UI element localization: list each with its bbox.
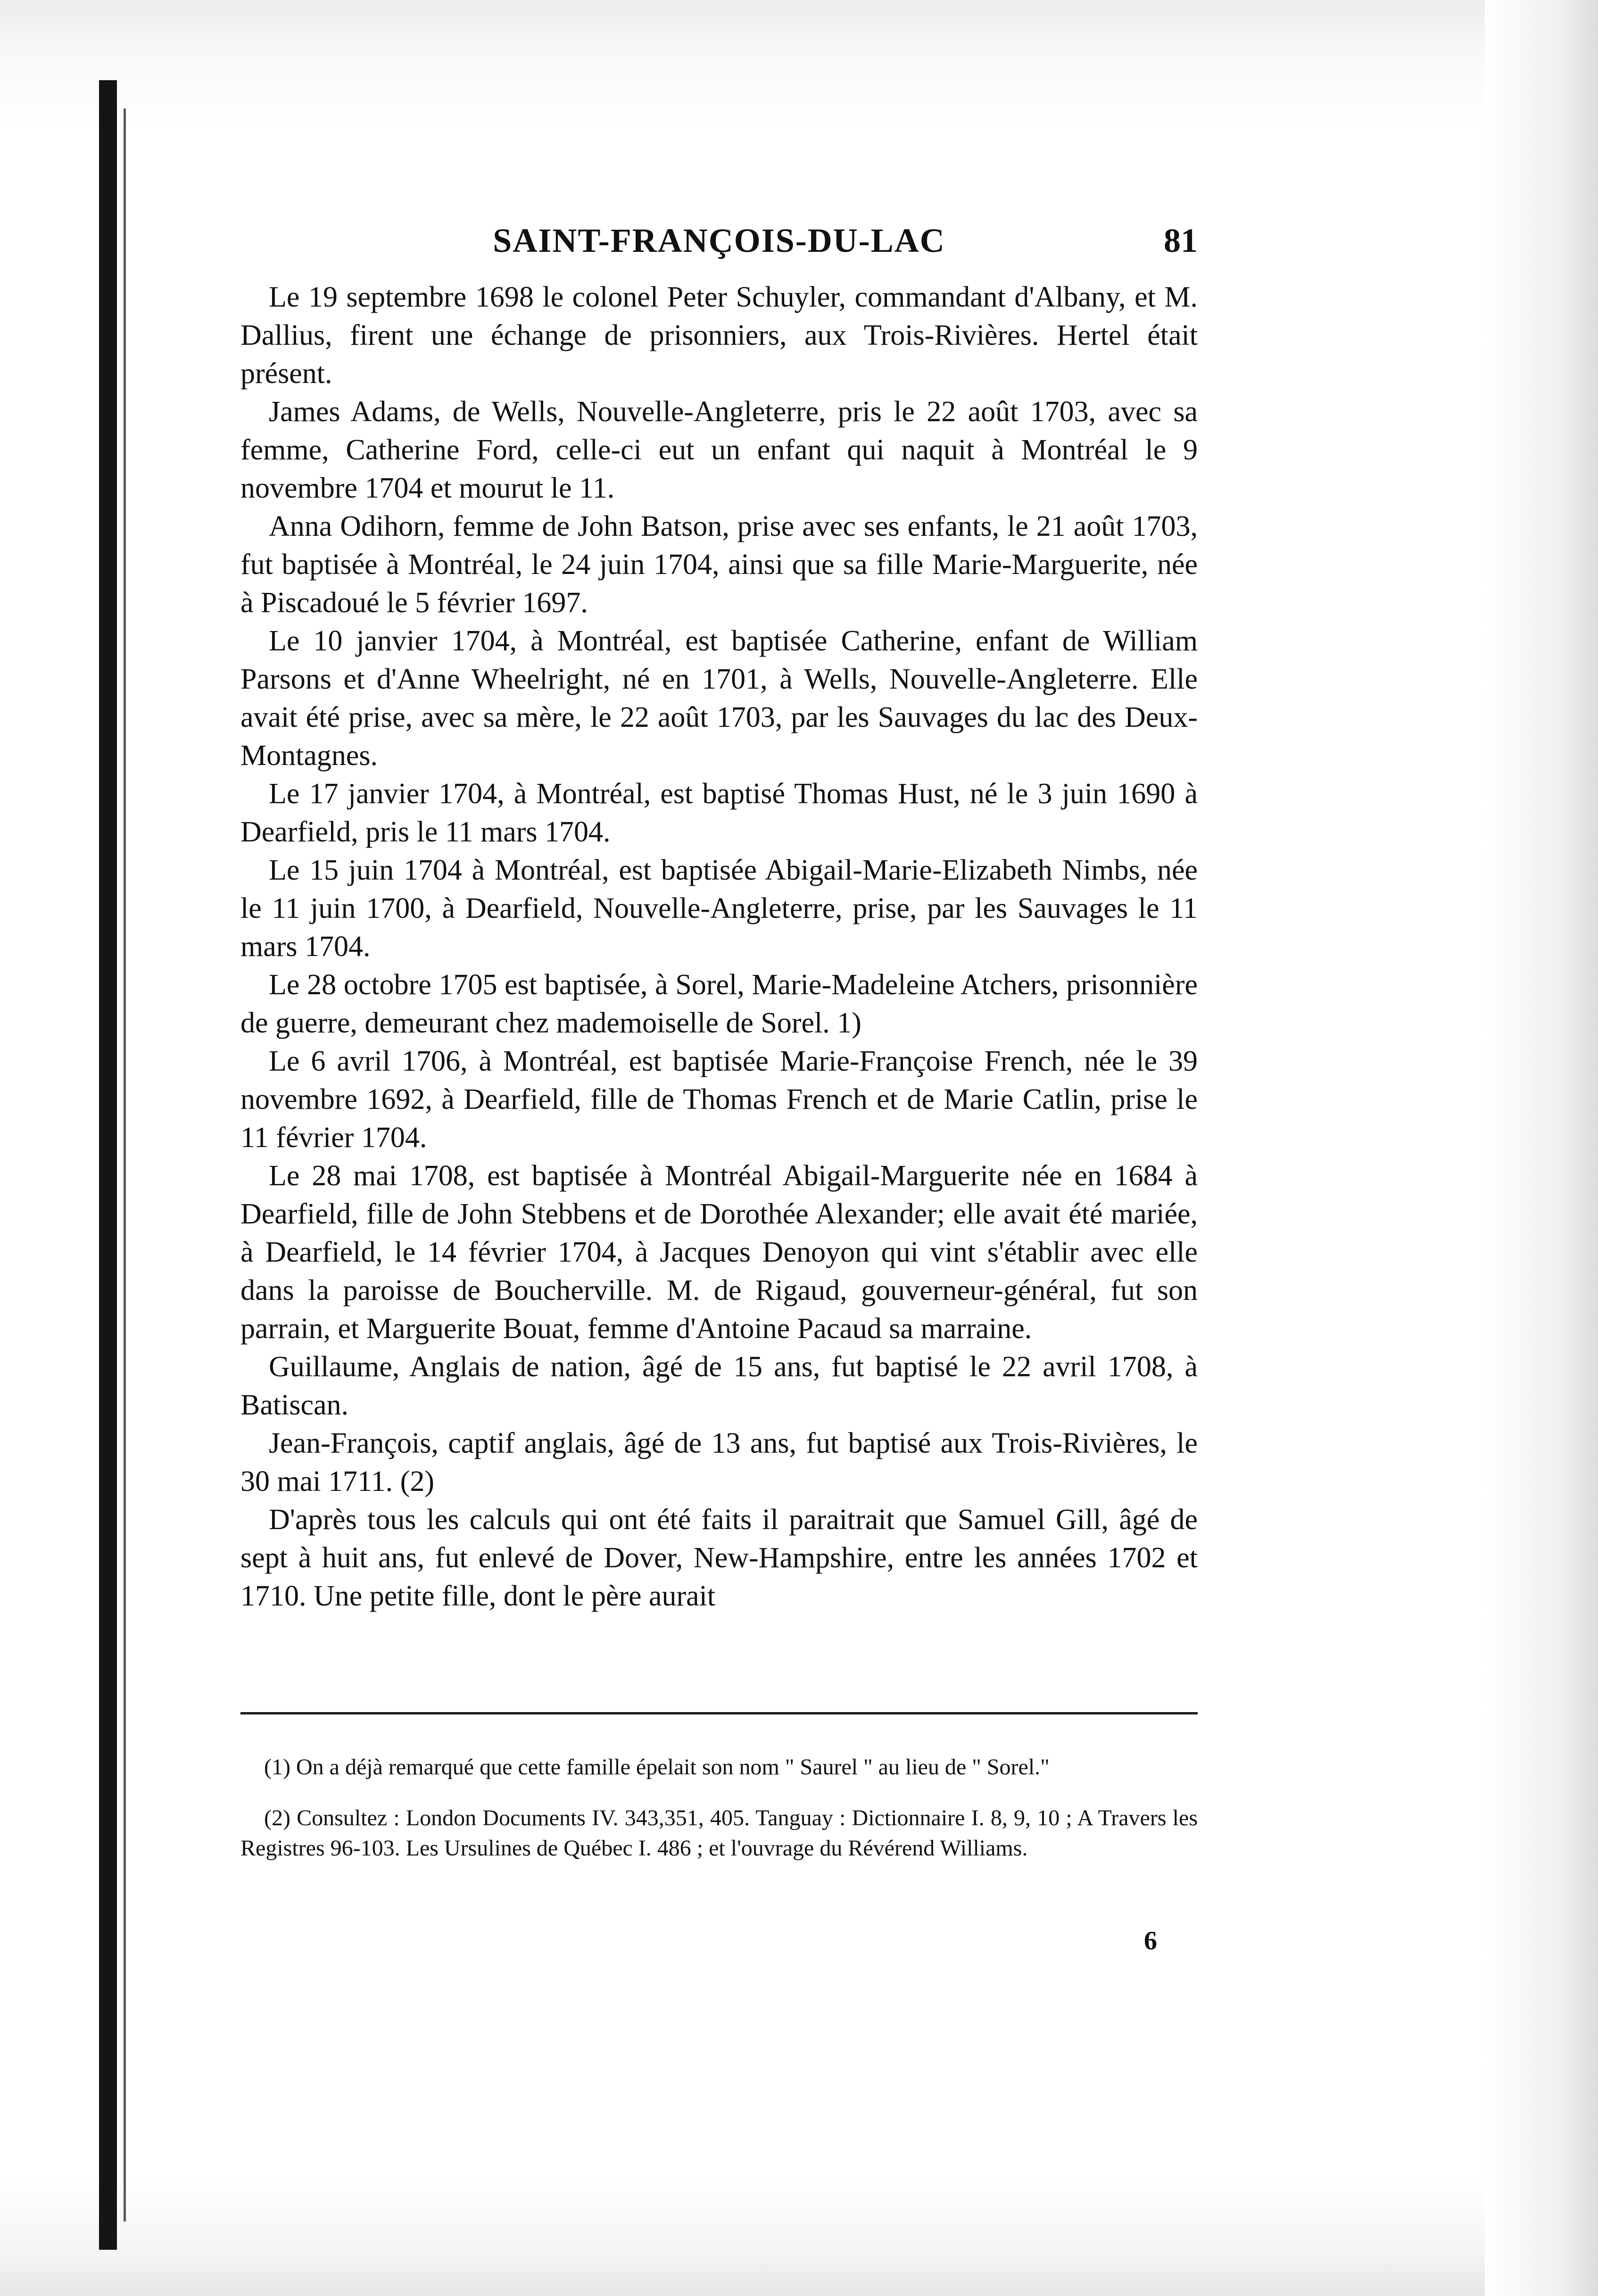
paragraph: Le 17 janvier 1704, à Montréal, est baptisé Thomas Hust, né le 3 juin 1690 à Dearfield, pris le 11 mars 1704. <box>240 778 1198 848</box>
paragraph: Le 15 juin 1704 à Montréal, est baptisée Abigail-Marie-Elizabeth Nimbs, née le 11 juin 1700, à Dearfield, Nouvelle-Angleterre, prise, par les Sauvages le 11 mars 1704. <box>240 854 1198 963</box>
paragraph: James Adams, de Wells, Nouvelle-Angleterre, pris le 22 août 1703, avec sa femme, Catherine Ford, celle-ci eut un enfant qui naquit à Montréal le 9 novembre 1704 et mourut le 11. <box>240 396 1198 504</box>
footnote: (1) On a déjà remarqué que cette famille épelait son nom " Saurel " au lieu de " Sorel." <box>264 1755 1050 1780</box>
signature-mark: 6 <box>1144 1926 1157 1955</box>
footnote: (2) Consultez : London Documents IV. 343,351, 405. Tanguay : Dictionnaire I. 8, 9, 10 ; A Travers les Registres 96-103. Les Ursulines de Québec I. 486 ; et l'ouvrage du Révérend Williams. <box>240 1805 1198 1861</box>
page-top-shadow <box>0 0 1598 132</box>
paragraph: Le 10 janvier 1704, à Montréal, est baptisée Catherine, enfant de William Parsons et d'Anne Wheelright, né en 1701, à Wells, Nouvelle-Angleterre. Elle avait été prise, avec sa mère, le 22 août 1703, par les Sauvages du lac des Deux-Montagnes. <box>240 625 1198 772</box>
paragraph: D'après tous les calculs qui ont été faits il paraitrait que Samuel Gill, âgé de sept à huit ans, fut enlevé de Dover, New-Hampshire, entre les années 1702 et 1710. Une petite fille, dont le père aurait <box>240 1504 1198 1612</box>
paragraph: Le 19 septembre 1698 le colonel Peter Schuyler, commandant d'Albany, et M. Dallius, firent une échange de prisonniers, aux Trois-Rivières. Hertel était présent. <box>240 281 1198 390</box>
footnotes <box>240 1752 1198 1884</box>
binding-inner-line <box>124 108 126 2221</box>
page-header <box>240 215 1198 266</box>
paragraph: Anna Odihorn, femme de John Batson, prise avec ses enfants, le 21 août 1703, fut baptisée à Montréal, le 24 juin 1704, ainsi que sa fille Marie-Marguerite, née à Piscadoué le 5 février 1697. <box>240 510 1198 619</box>
footnote-divider <box>240 1712 1198 1714</box>
paragraph: Le 6 avril 1706, à Montréal, est baptisée Marie-Françoise French, née le 39 novembre 1692, à Dearfield, fille de Thomas French et de Marie Catlin, prise le 11 février 1704. <box>240 1045 1198 1154</box>
paragraph: Le 28 mai 1708, est baptisée à Montréal Abigail-Marguerite née en 1684 à Dearfield, fille de John Stebbens et de Dorothée Alexander; elle avait été mariée, à Dearfield, le 14 février 1704, à Jacques Denoyon qui vint s'établir avec elle dans la paroisse de Boucherville. M. de Rigaud, gouverneur-général, fut son parrain, et Marguerite Bouat, femme d'Antoine Pacaud sa marraine. <box>240 1160 1198 1345</box>
binding-edge <box>99 80 117 2250</box>
paragraph: Jean-François, captif anglais, âgé de 13 ans, fut baptisé aux Trois-Rivières, le 30 mai 1711. (2) <box>240 1427 1198 1497</box>
page-number: 81 <box>1164 222 1198 259</box>
page-bottom-shadow <box>0 2178 1598 2296</box>
page-right-shadow <box>1485 0 1598 2296</box>
body-text <box>240 278 1198 1615</box>
paragraph: Le 28 octobre 1705 est baptisée, à Sorel, Marie-Madeleine Atchers, prisonnière de guerre, demeurant chez mademoiselle de Sorel. 1) <box>240 969 1198 1039</box>
paragraph: Guillaume, Anglais de nation, âgé de 15 ans, fut baptisé le 22 avril 1708, à Batiscan. <box>240 1351 1198 1421</box>
running-head: SAINT-FRANÇOIS-DU-LAC <box>493 222 945 259</box>
